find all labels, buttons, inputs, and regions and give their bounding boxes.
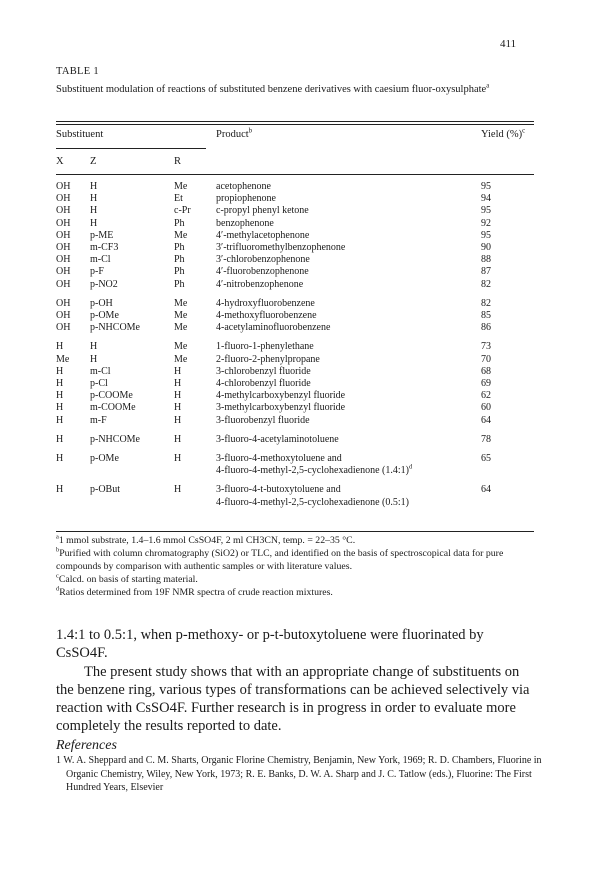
cell-x: H [56, 433, 64, 445]
cell-r: Ph [174, 254, 185, 266]
footnote-mark: a [56, 533, 59, 541]
cell-yield: 70 [481, 353, 491, 365]
table-row [0, 354, 593, 366]
cell-x: H [56, 414, 64, 426]
references-heading: References [56, 738, 117, 753]
cell-yield: 86 [481, 322, 491, 334]
header-z: Z [90, 156, 97, 167]
cell-r: H [174, 453, 182, 464]
cell-product: propiophenone [216, 193, 276, 205]
cell-r: H [174, 378, 182, 389]
cell-product: 1-fluoro-1-phenylethane [216, 341, 314, 353]
table-row [0, 254, 593, 266]
cell-yield: 88 [481, 254, 491, 266]
footnote-text: 1 mmol substrate, 1.4–1.6 mmol CsSO4F, 2 ml CH3CN, temp. = 22–35 °C. [58, 535, 356, 546]
table-caption [56, 83, 536, 97]
cell-yield: 95 [481, 181, 491, 192]
cell-z: p-NO2 [90, 278, 118, 290]
header-r: R [174, 156, 182, 167]
cell-x: OH [56, 217, 71, 229]
table-row [0, 378, 593, 390]
table-row-continued [0, 497, 593, 509]
rule-bottom [56, 531, 534, 532]
cell-yield: 62 [481, 390, 491, 402]
table-row [0, 279, 593, 291]
cell-yield: 68 [481, 365, 491, 377]
cell-product: 4-methoxyfluorobenzene [216, 310, 317, 321]
cell-x: OH [56, 278, 71, 290]
cell-r: Me [174, 229, 188, 241]
table-row-continued [0, 465, 593, 477]
footnote-mark: c [56, 572, 59, 580]
rule-sub [56, 148, 206, 149]
table-title: TABLE 1 [56, 66, 99, 77]
cell-product-mark: d [409, 463, 413, 471]
cell-product: 3-chlorobenzyl fluoride [216, 365, 311, 377]
cell-r: c-Pr [174, 205, 191, 217]
header-yield [481, 129, 525, 140]
cell-r: Ph [174, 278, 185, 290]
footnote-text: Purified with column chromatography (SiO2) or TLC, and identified on the basis of spectroscopical data for pure compounds by comparison with authentic samples or with literature values. [56, 548, 504, 572]
table-row [0, 193, 593, 205]
cell-product: 3′-chlorobenzophenone [216, 254, 310, 266]
header-x: X [56, 156, 64, 167]
cell-x: OH [56, 254, 71, 266]
cell-product: 4-hydroxyfluorobenzene [216, 297, 315, 309]
header-product-mark: b [248, 127, 253, 135]
cell-yield: 95 [481, 205, 491, 217]
cell-x: OH [56, 181, 71, 192]
cell-z: p-OMe [90, 310, 119, 321]
cell-yield: 94 [481, 193, 491, 205]
cell-yield: 65 [481, 453, 491, 464]
header-product-text: Product [216, 129, 249, 140]
cell-x: H [56, 453, 64, 464]
cell-product: 3′-trifluoromethylbenzophenone [216, 242, 346, 253]
cell-z: p-Cl [90, 378, 108, 389]
cell-r: H [174, 390, 182, 402]
cell-z: p-NHCOMe [90, 433, 140, 445]
footnote-text: Calcd. on basis of starting material. [58, 574, 198, 585]
rule-header-bottom [56, 174, 534, 175]
cell-x: OH [56, 205, 71, 217]
cell-yield: 64 [481, 484, 491, 496]
cell-yield: 78 [481, 433, 491, 445]
cell-product: 4-acetylaminofluorobenzene [216, 322, 331, 334]
cell-r: Me [174, 322, 188, 334]
table-row [0, 205, 593, 217]
cell-r: Ph [174, 242, 185, 253]
cell-x: H [56, 390, 64, 402]
caption-mark: a [486, 82, 490, 90]
table-row [0, 434, 593, 446]
cell-r: H [174, 414, 182, 426]
cell-product: 3-fluorobenzyl fluoride [216, 414, 310, 426]
header-product [216, 129, 252, 140]
cell-yield: 90 [481, 242, 491, 253]
header-substituent: Substituent [56, 129, 104, 140]
cell-r: H [174, 402, 182, 414]
cell-r: Ph [174, 266, 185, 278]
cell-x: OH [56, 322, 71, 334]
footnote-mark: b [56, 546, 60, 554]
cell-z: m-CF3 [90, 242, 119, 253]
cell-product: 2-fluoro-2-phenylpropane [216, 353, 320, 365]
rule-top [56, 121, 534, 122]
table-row [0, 181, 593, 193]
cell-r: H [174, 365, 182, 377]
cell-x: OH [56, 310, 71, 321]
cell-yield: 92 [481, 217, 491, 229]
table-row [0, 298, 593, 310]
table-row [0, 341, 593, 353]
table-row [0, 415, 593, 427]
cell-z: H [90, 193, 98, 205]
header-yield-mark: c [522, 127, 526, 135]
table-row [0, 310, 593, 322]
table-row [0, 453, 593, 465]
cell-r: H [174, 433, 182, 445]
cell-z: m-COOMe [90, 402, 136, 414]
table-row [0, 366, 593, 378]
cell-product: c-propyl phenyl ketone [216, 205, 309, 217]
caption-text: Substituent modulation of reactions of substituted benzene derivatives with caesium fluor-oxysulphate [56, 84, 487, 95]
cell-z: H [90, 205, 98, 217]
cell-product: 3-fluoro-4-acetylaminotoluene [216, 433, 339, 445]
table-row [0, 322, 593, 334]
cell-product: 3-fluoro-4-t-butoxytoluene and [216, 484, 341, 496]
cell-x: OH [56, 266, 71, 278]
table-row [0, 402, 593, 414]
page-number: 411 [500, 38, 517, 50]
table-row [0, 390, 593, 402]
cell-product: 3-fluoro-4-methoxytoluene and [216, 453, 342, 464]
cell-product: 4′-fluorobenzophenone [216, 266, 309, 278]
cell-r: Me [174, 181, 188, 192]
cell-x: Me [56, 353, 70, 365]
table-row [0, 242, 593, 254]
cell-z: p-OBut [90, 484, 120, 496]
cell-z: p-F [90, 266, 104, 278]
cell-product-line2: 4-fluoro-4-methyl-2,5-cyclohexadienone (0.5:1) [216, 496, 409, 508]
cell-yield: 64 [481, 414, 491, 426]
cell-z: p-OH [90, 297, 113, 309]
cell-product: 4′-methylacetophenone [216, 229, 310, 241]
footnote-a [56, 534, 536, 547]
cell-r: H [174, 484, 182, 496]
footnote-text: Ratios determined from 19F NMR spectra of crude reaction mixtures. [59, 587, 333, 598]
cell-z: H [90, 181, 98, 192]
table-row [0, 266, 593, 278]
cell-yield: 69 [481, 378, 491, 389]
cell-z: p-NHCOMe [90, 322, 140, 334]
cell-product: 4′-nitrobenzophenone [216, 278, 304, 290]
table-row [0, 484, 593, 496]
cell-yield: 87 [481, 266, 491, 278]
cell-product-line2: 4-fluoro-4-methyl-2,5-cyclohexadienone (1.4:1)$^d$ [216, 463, 413, 477]
cell-yield: 82 [481, 297, 491, 309]
cell-yield: 73 [481, 341, 491, 353]
cell-yield: 60 [481, 402, 491, 414]
cell-x: H [56, 484, 64, 496]
cell-product: 3-methylcarboxybenzyl fluoride [216, 402, 346, 414]
cell-z: H [90, 341, 98, 353]
cell-x: OH [56, 297, 71, 309]
cell-product: acetophenone [216, 181, 271, 192]
cell-r: Me [174, 353, 188, 365]
cell-z: m-Cl [90, 254, 111, 266]
cell-z: p-COOMe [90, 390, 133, 402]
cell-z: H [90, 217, 98, 229]
cell-product: benzophenone [216, 217, 274, 229]
cell-z: m-Cl [90, 365, 111, 377]
cell-x: H [56, 341, 64, 353]
cell-r: Ph [174, 217, 185, 229]
reference-1: 1 W. A. Sheppard and C. M. Sharts, Organic Florine Chemistry, Benjamin, New York, 1969; R. D. Chambers, Fluorine in Organic Chemistry, Wiley, New York, 1973; R. E. Banks, D. W. A. Sharp and J. C. Tatlow (eds.), Fluorine: The First Hundred Years, Elsevier [56, 755, 542, 793]
table-row [0, 230, 593, 242]
footnote-d [56, 586, 536, 599]
table-row [0, 218, 593, 230]
cell-z: H [90, 353, 98, 365]
footnote-mark: d [56, 585, 60, 593]
footnote-c [56, 573, 536, 586]
footnote-b [56, 547, 536, 573]
cell-r: Me [174, 341, 188, 353]
cell-yield: 85 [481, 310, 491, 321]
body-paragraph-2: The present study shows that with an appropriate change of substituents on the benzene ring, various types of transformations can be achieved selectively via reaction with CsSO4F. Further research is in progress in order to evaluate more completely the results reported to date. [56, 664, 530, 734]
cell-x: OH [56, 229, 71, 241]
cell-x: H [56, 402, 64, 414]
body-paragraph-1: 1.4:1 to 0.5:1, when p-methoxy- or p-t-butoxytoluene were fluorinated by CsSO4F. [56, 627, 484, 661]
header-yield-text: Yield (%) [481, 129, 523, 140]
cell-z: m-F [90, 414, 107, 426]
cell-x: OH [56, 193, 71, 205]
cell-x: H [56, 365, 64, 377]
cell-r: Me [174, 297, 188, 309]
cell-z: p-ME [90, 229, 114, 241]
cell-yield: 95 [481, 229, 491, 241]
cell-x: H [56, 378, 64, 389]
cell-r: Et [174, 193, 183, 205]
cell-r: Me [174, 310, 188, 321]
cell-product: 4-methylcarboxybenzyl fluoride [216, 390, 346, 402]
cell-x: OH [56, 242, 71, 253]
rule-top-2 [56, 124, 534, 125]
cell-product: 4-chlorobenzyl fluoride [216, 378, 311, 389]
cell-yield: 82 [481, 278, 491, 290]
cell-z: p-OMe [90, 453, 119, 464]
